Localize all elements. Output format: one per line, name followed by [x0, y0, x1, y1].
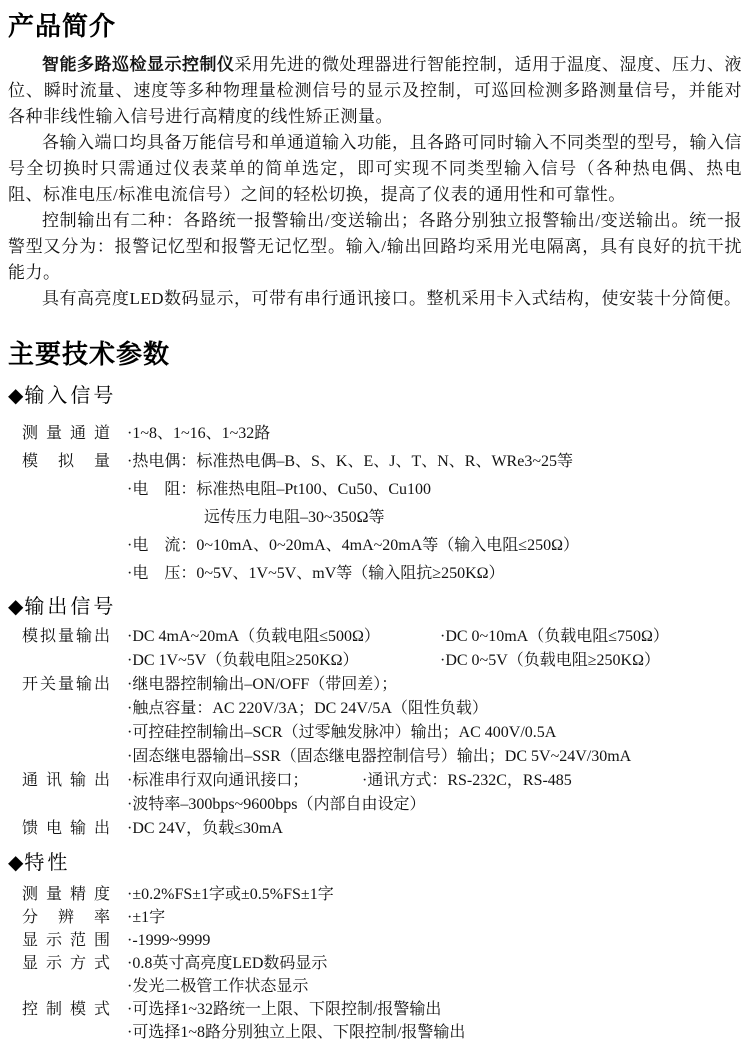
- diamond-icon: ◆: [8, 596, 25, 618]
- intro-paragraph-4: 具有高亮度LED数码显示，可带有串行通讯接口。整机采用卡入式结构，使安装十分简便。: [42, 289, 742, 308]
- spec-term: 显示范围: [22, 932, 110, 949]
- spec-row: [8, 649, 742, 673]
- spec-value: ·触点容量：AC 220V/3A；DC 24V/5A（阻性负载）: [127, 700, 488, 717]
- spec-value: ·可选择1~8路分别独立上限、下限控制/报警输出: [127, 1024, 466, 1041]
- spec-value: ·±0.2%FS±1字或±0.5%FS±1字: [127, 886, 334, 903]
- spec-value: ·-1999~9999: [127, 932, 211, 949]
- intro-paragraph-1-text: 采用先进的微处理器进行智能控制，适用于温度、湿度、压力、液位、瞬时流量、速度等多种物理量检测信号的显示及控制，可巡回检测多路测量信号，并能对各种非线性输入信号进行高精度的线性矫正测量。: [8, 55, 742, 126]
- spec-value: ·通讯方式：RS-232C，RS-485: [362, 772, 572, 789]
- subsection-title-input: 输入信号: [24, 385, 117, 407]
- spec-row: [8, 952, 742, 975]
- features-spec-list: [8, 883, 742, 1044]
- spec-value: 远传压力电阻–30~350Ω等: [204, 509, 385, 526]
- spec-row: [8, 532, 742, 560]
- spec-term: 馈电输出: [22, 820, 110, 837]
- subsection-title-output: 输出信号: [24, 596, 117, 618]
- spec-row: [8, 975, 742, 998]
- intro-section-title: 产品简介: [8, 11, 117, 41]
- spec-term: 通讯输出: [22, 772, 110, 789]
- spec-row: [8, 625, 742, 649]
- spec-value: ·1~8、1~16、1~32路: [127, 425, 271, 442]
- product-name: 智能多路巡检显示控制仪: [42, 55, 235, 74]
- intro-paragraph-1: [8, 52, 742, 130]
- subsection-heading-input: [8, 382, 742, 410]
- diamond-icon: ◆: [8, 385, 25, 407]
- spec-value: ·DC 0~10mA（负载电阻≤750Ω）: [440, 628, 669, 645]
- spec-term: 分辨率: [22, 909, 110, 926]
- spec-value: ·固态继电器输出–SSR（固态继电器控制信号）输出；DC 5V~24V/30mA: [127, 748, 632, 765]
- tech-section-title: 主要技术参数: [8, 339, 171, 369]
- spec-value: ·DC 4mA~20mA（负载电阻≤500Ω）: [127, 628, 380, 645]
- spec-row: [8, 906, 742, 929]
- spec-row: [8, 1021, 742, 1044]
- spec-row: [8, 745, 742, 769]
- input-spec-list: [8, 420, 742, 588]
- spec-row: [8, 504, 742, 532]
- diamond-icon: ◆: [8, 852, 25, 874]
- spec-row: [8, 929, 742, 952]
- spec-row: [8, 697, 742, 721]
- spec-value: ·继电器控制输出–ON/OFF（带回差）；: [127, 676, 398, 693]
- spec-value: ·0.8英寸高亮度LED数码显示: [127, 955, 328, 972]
- spec-row: [8, 560, 742, 588]
- spec-term: 模拟量输出: [22, 628, 110, 645]
- spec-row: [8, 448, 742, 476]
- spec-row: [8, 817, 742, 841]
- spec-value: ·电 压：0~5V、1V~5V、mV等（输入阻抗≥250KΩ）: [127, 565, 505, 582]
- spec-term: 模拟量: [22, 453, 110, 470]
- spec-row: [8, 476, 742, 504]
- spec-term: 测量精度: [22, 886, 110, 903]
- spec-value: ·DC 0~5V（负载电阻≥250KΩ）: [440, 652, 660, 669]
- spec-row: [8, 793, 742, 817]
- spec-value: ·波特率–300bps~9600bps（内部自由设定）: [127, 796, 426, 813]
- spec-value: ·DC 1V~5V（负载电阻≥250KΩ）: [127, 652, 359, 669]
- spec-value: ·可选择1~32路统一上限、下限控制/报警输出: [127, 1001, 442, 1018]
- spec-value: ·DC 24V，负载≤30mA: [127, 820, 283, 837]
- spec-value: ·热电偶：标准热电偶–B、S、K、E、J、T、N、R、WRe3~25等: [127, 453, 573, 470]
- spec-value: ·电 阻：标准热电阻–Pt100、Cu50、Cu100: [127, 481, 432, 498]
- subsection-heading-features: [8, 849, 742, 877]
- spec-value: ·±1字: [127, 909, 166, 926]
- spec-row: [8, 998, 742, 1021]
- subsection-title-features: 特性: [24, 852, 71, 874]
- spec-row: [8, 883, 742, 906]
- subsection-heading-output: [8, 593, 742, 621]
- spec-term: 控制模式: [22, 1001, 110, 1018]
- spec-term: 开关量输出: [22, 676, 110, 693]
- output-spec-list: [8, 625, 742, 841]
- spec-value: ·可控硅控制输出–SCR（过零触发脉冲）输出；AC 400V/0.5A: [127, 724, 557, 741]
- intro-paragraph-3: 控制输出有二种：各路统一报警输出/变送输出；各路分别独立报警输出/变送输出。统一报警型又分为：报警记忆型和报警无记忆型。输入/输出回路均采用光电隔离，具有良好的抗干扰能力。: [8, 211, 742, 282]
- spec-value: ·电 流：0~10mA、0~20mA、4mA~20mA等（输入电阻≤250Ω）: [127, 537, 579, 554]
- spec-value: ·发光二极管工作状态显示: [127, 978, 309, 995]
- spec-term: 测量通道: [22, 425, 110, 442]
- spec-row: [8, 673, 742, 697]
- spec-term: 显示方式: [22, 955, 110, 972]
- spec-value: ·标准串行双向通讯接口；: [127, 772, 309, 789]
- spec-row: [8, 769, 742, 793]
- spec-row: [8, 721, 742, 745]
- intro-paragraph-2: 各输入端口均具备万能信号和单通道输入功能，且各路可同时输入不同类型的型号，输入信号全切换时只需通过仪表菜单的简单选定，即可实现不同类型输入信号（各种热电偶、热电阻、标准电压/标准电流信号）之间的轻松切换，提高了仪表的通用性和可靠性。: [8, 133, 742, 204]
- spec-row: [8, 420, 742, 448]
